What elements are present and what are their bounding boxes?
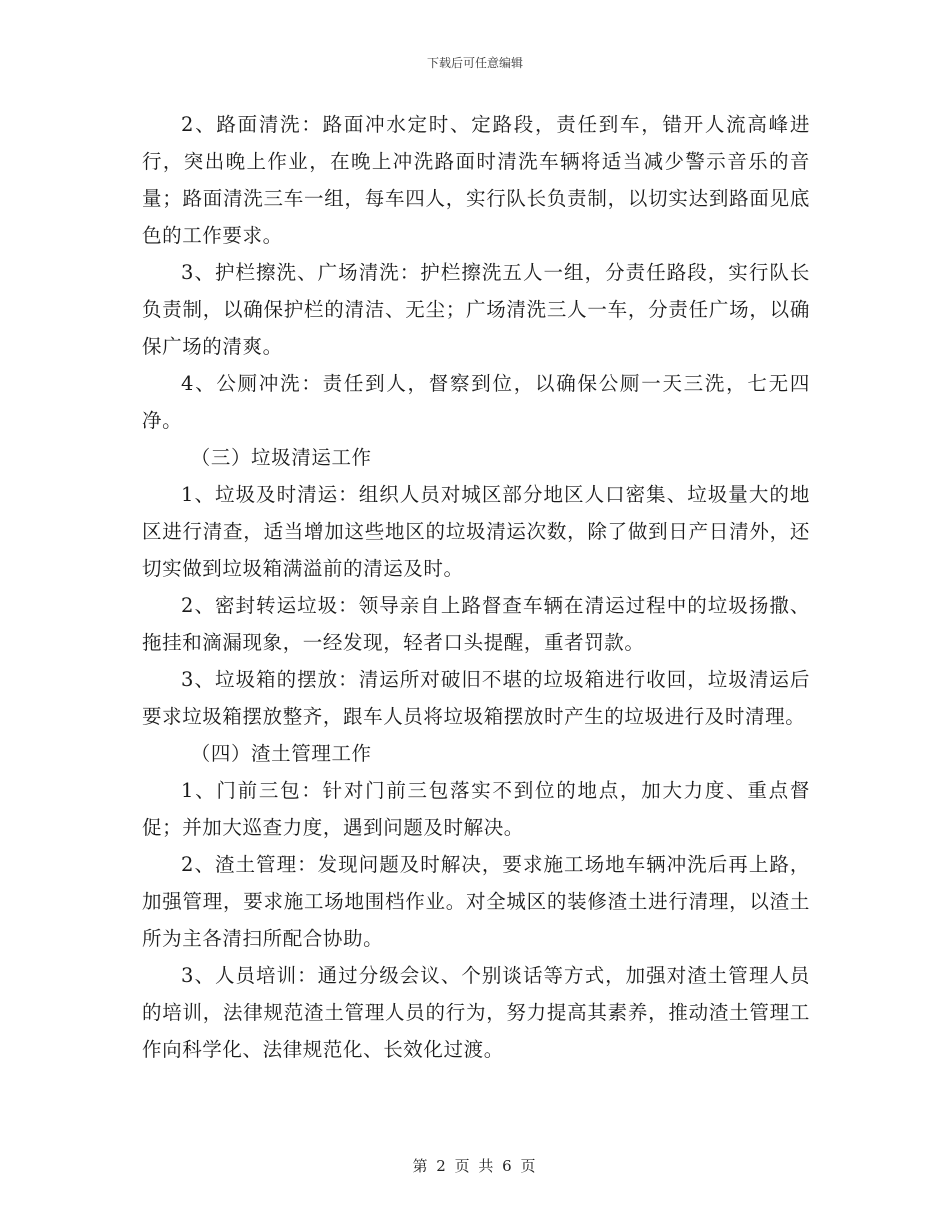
paragraph-doorfront: 1、门前三包：针对门前三包落实不到位的地点，加大力度、重点督促；并加大巡查力度，遇到问题及时解决。 <box>142 779 810 839</box>
section-heading-muck: （四）渣土管理工作 <box>190 742 372 765</box>
paragraph-garbage-timely: 1、垃圾及时清运：组织人员对城区部分地区人口密集、垃圾量大的地区进行清查，适当增加这些地区的垃圾清运次数，除了做到日产日清外，还切实做到垃圾箱满溢前的清运及时。 <box>142 483 810 580</box>
paragraph-muck-management: 2、渣土管理：发现问题及时解决，要求施工场地车辆冲洗后再上路，加强管理，要求施工场地围档作业。对全城区的装修渣土进行清理，以渣土所为主各清扫所配合协助。 <box>142 853 810 950</box>
paragraph-bin-placement: 3、垃圾箱的摆放：清运所对破旧不堪的垃圾箱进行收回，垃圾清运后要求垃圾箱摆放整齐，跟车人员将垃圾箱摆放时产生的垃圾进行及时清理。 <box>142 668 810 728</box>
paragraph-guardrail-square-cleaning: 3、护栏擦洗、广场清洗：护栏擦洗五人一组，分责任路段，实行队长负责制，以确保护栏的清洁、无尘；广场清洗三人一车，分责任广场，以确保广场的清爽。 <box>142 261 810 358</box>
paragraph-sealed-transport: 2、密封转运垃圾：领导亲自上路督查车辆在清运过程中的垃圾扬撒、拖挂和滴漏现象，一经发现，轻者口头提醒，重者罚款。 <box>142 594 810 654</box>
page-footer: 第 2 页 共 6 页 <box>412 1157 538 1175</box>
paragraph-road-cleaning: 2、路面清洗：路面冲水定时、定路段，责任到车，错开人流高峰进行，突出晚上作业，在晚上冲洗路面时清洗车辆将适当减少警示音乐的音量；路面清洗三车一组，每车四人，实行队长负责制，以切实达到路面见底色的工作要求。 <box>142 113 810 247</box>
page-header: 下载后可任意编辑 <box>426 56 523 70</box>
paragraph-staff-training: 3、人员培训：通过分级会议、个别谈话等方式，加强对渣土管理人员的培训，法律规范渣土管理人员的行为，努力提高其素养，推动渣土管理工作向科学化、法律规范化、长效化过渡。 <box>142 964 810 1061</box>
paragraph-toilet-cleaning: 4、公厕冲洗：责任到人，督察到位，以确保公厕一天三洗，七无四净。 <box>142 372 810 432</box>
document-body <box>142 106 810 1068</box>
section-heading-garbage: （三）垃圾清运工作 <box>190 446 372 469</box>
